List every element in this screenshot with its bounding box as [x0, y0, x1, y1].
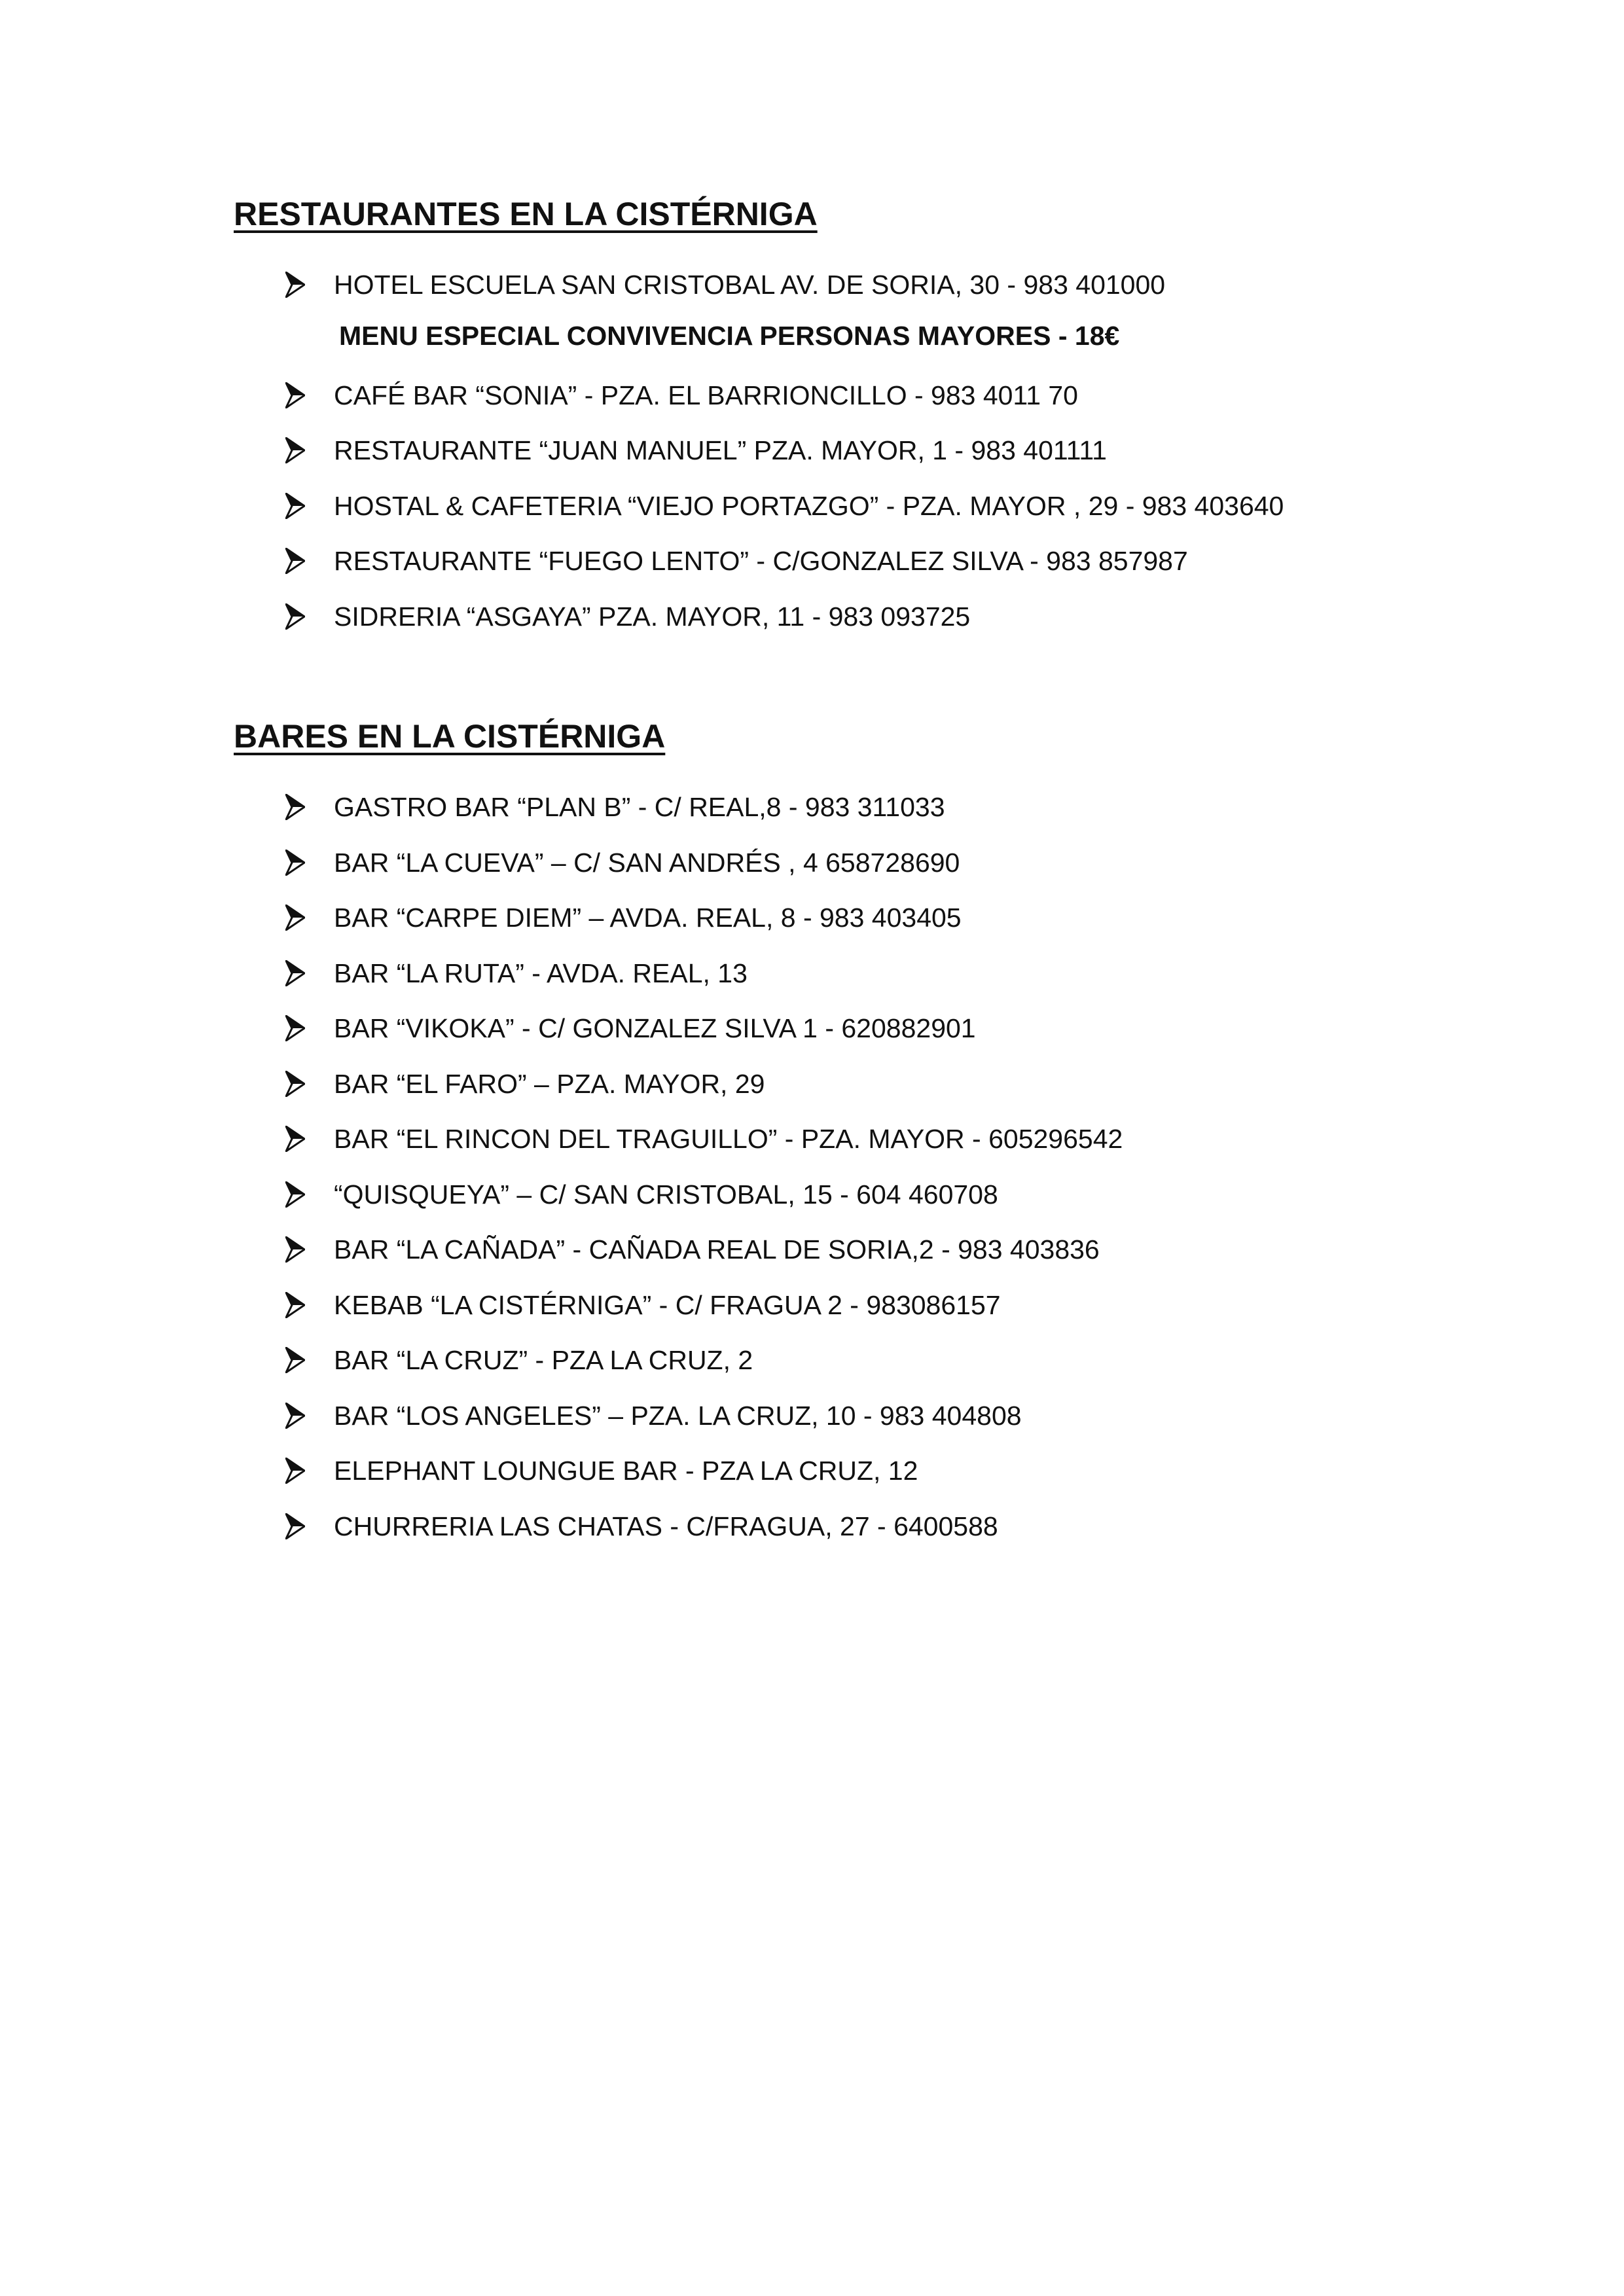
- bar-entry: BAR “EL RINCON DEL TRAGUILLO” - PZA. MAYOR - 605296542: [334, 1123, 1123, 1154]
- bar-entry: BAR “CARPE DIEM” – AVDA. REAL, 8 - 983 403405: [334, 902, 962, 933]
- arrowhead-bullet-icon: [285, 1181, 305, 1208]
- list-item: [285, 1009, 976, 1048]
- list-item: [285, 1119, 1123, 1158]
- arrowhead-bullet-icon: [285, 960, 305, 986]
- arrowhead-bullet-icon: [285, 1513, 305, 1539]
- list-item: [285, 954, 748, 993]
- arrowhead-bullet-icon: [285, 437, 305, 463]
- list-item: [285, 597, 970, 636]
- list-item: [285, 265, 1165, 304]
- arrowhead-bullet-icon: [285, 1292, 305, 1318]
- list-item: [285, 1285, 1001, 1325]
- restaurant-entry: RESTAURANTE “JUAN MANUEL” PZA. MAYOR, 1 - 983 401111: [334, 435, 1107, 465]
- restaurant-entry: CAFÉ BAR “SONIA” - PZA. EL BARRIONCILLO - 983 4011 70: [334, 380, 1078, 410]
- restaurant-entry: SIDRERIA “ASGAYA” PZA. MAYOR, 11 - 983 093725: [334, 601, 971, 632]
- arrowhead-bullet-icon: [285, 382, 305, 408]
- arrowhead-bullet-icon: [285, 1347, 305, 1373]
- bar-entry: BAR “LOS ANGELES” – PZA. LA CRUZ, 10 - 983 404808: [334, 1400, 1022, 1431]
- arrowhead-bullet-icon: [285, 272, 305, 298]
- list-item: [285, 787, 945, 827]
- bar-entry: BAR “EL FARO” – PZA. MAYOR, 29: [334, 1068, 765, 1099]
- special-menu-note: MENU ESPECIAL CONVIVENCIA PERSONAS MAYORES - 18€: [339, 321, 1120, 351]
- restaurant-entry: HOTEL ESCUELA SAN CRISTOBAL AV. DE SORIA, 30 - 983 401000: [334, 269, 1166, 300]
- bar-entry: “QUISQUEYA” – C/ SAN CRISTOBAL, 15 - 604 460708: [334, 1179, 998, 1210]
- bar-entry: BAR “LA CAÑADA” - CAÑADA REAL DE SORIA,2 - 983 403836: [334, 1234, 1100, 1265]
- bar-entry: BAR “VIKOKA” - C/ GONZALEZ SILVA 1 - 620882901: [334, 1013, 976, 1043]
- list-item: [285, 898, 962, 937]
- list-item: [285, 431, 1107, 470]
- arrowhead-bullet-icon: [285, 794, 305, 820]
- bar-entry: BAR “LA CRUZ” - PZA LA CRUZ, 2: [334, 1344, 753, 1375]
- list-item: [285, 1451, 918, 1490]
- list-item: [285, 1175, 998, 1214]
- restaurant-entry: RESTAURANTE “FUEGO LENTO” - C/GONZALEZ SILVA - 983 857987: [334, 545, 1188, 576]
- arrowhead-bullet-icon: [285, 850, 305, 876]
- list-item: [285, 1507, 998, 1546]
- arrowhead-bullet-icon: [285, 1403, 305, 1429]
- list-item: [285, 1064, 765, 1103]
- bar-entry: KEBAB “LA CISTÉRNIGA” - C/ FRAGUA 2 - 983086157: [334, 1289, 1001, 1320]
- arrowhead-bullet-icon: [285, 1071, 305, 1097]
- list-item: [285, 376, 1078, 415]
- list-item: [285, 1230, 1100, 1269]
- arrowhead-bullet-icon: [285, 1015, 305, 1041]
- list-item: [285, 486, 1284, 526]
- bars-heading: BARES EN LA CISTÉRNIGA: [234, 718, 666, 755]
- list-item: [285, 541, 1188, 581]
- list-item: [285, 843, 960, 882]
- arrowhead-bullet-icon: [285, 905, 305, 931]
- bar-entry: GASTRO BAR “PLAN B” - C/ REAL,8 - 983 311033: [334, 791, 945, 822]
- bar-entry: ELEPHANT LOUNGUE BAR - PZA LA CRUZ, 12: [334, 1455, 918, 1486]
- arrowhead-bullet-icon: [285, 1126, 305, 1152]
- list-item: [285, 1340, 753, 1380]
- arrowhead-bullet-icon: [285, 493, 305, 519]
- arrowhead-bullet-icon: [285, 1236, 305, 1263]
- bar-entry: BAR “LA RUTA” - AVDA. REAL, 13: [334, 958, 748, 988]
- restaurants-heading: RESTAURANTES EN LA CISTÉRNIGA: [234, 196, 818, 232]
- list-item: [285, 1396, 1022, 1435]
- arrowhead-bullet-icon: [285, 603, 305, 630]
- arrowhead-bullet-icon: [285, 1458, 305, 1484]
- restaurant-entry: HOSTAL & CAFETERIA “VIEJO PORTAZGO” - PZA. MAYOR , 29 - 983 403640: [334, 490, 1284, 521]
- bar-entry: BAR “LA CUEVA” – C/ SAN ANDRÉS , 4 658728690: [334, 847, 960, 878]
- bar-entry: CHURRERIA LAS CHATAS - C/FRAGUA, 27 - 6400588: [334, 1511, 998, 1541]
- arrowhead-bullet-icon: [285, 548, 305, 574]
